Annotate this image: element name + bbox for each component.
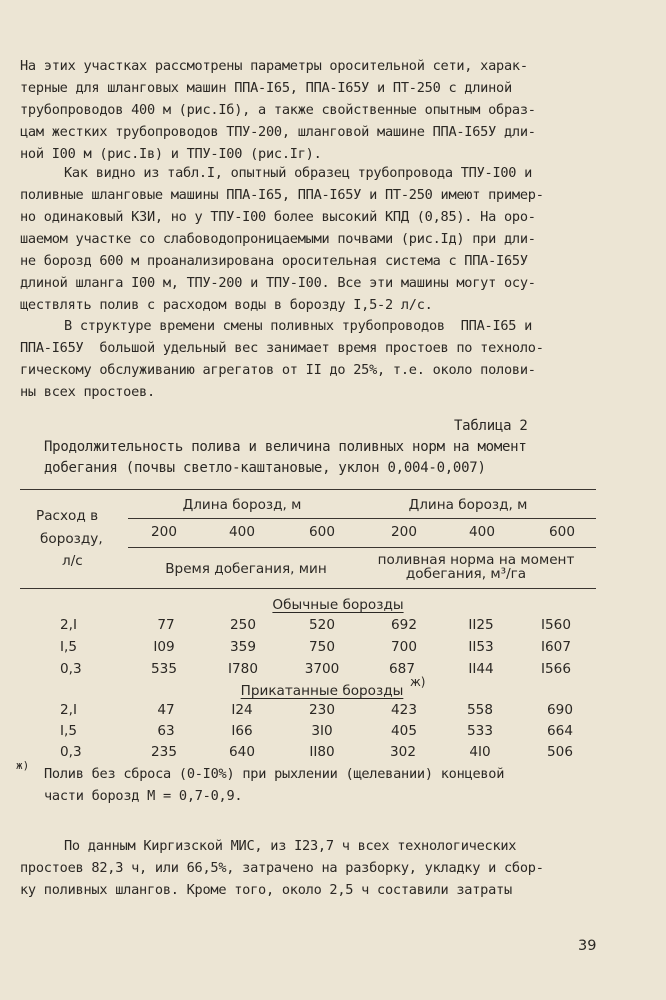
text-line: трубопроводов 400 м (рис.Iб), а также свойственные опытным образ- bbox=[20, 102, 536, 118]
group-header-right: Длина борозд, м bbox=[408, 497, 528, 513]
paragraph-1 bbox=[20, 55, 606, 165]
paragraph-2 bbox=[20, 162, 606, 316]
row-flow: 2,I bbox=[60, 702, 77, 718]
text-line: но одинаковый КЗИ, но у ТПУ-I00 более высокий КПД (0,85). На оро- bbox=[20, 209, 536, 225]
header-bottom-rule bbox=[20, 588, 596, 589]
table-cell: 77 bbox=[157, 617, 175, 633]
section-title: Обычные борозды bbox=[272, 597, 404, 613]
paragraph-4 bbox=[20, 835, 606, 901]
table-cell: 700 bbox=[391, 639, 417, 655]
table-cell: 640 bbox=[229, 744, 255, 760]
table-cell: 535 bbox=[151, 661, 177, 677]
text-line: шаемом участке со слабоводопроницаемыми почвами (рис.Iд) при дли- bbox=[20, 231, 536, 247]
text-line: ны всех простоев. bbox=[20, 384, 155, 400]
table-cell: 3700 bbox=[304, 661, 340, 677]
table-cell: I566 bbox=[541, 661, 571, 677]
table-cell: 359 bbox=[230, 639, 256, 655]
row-flow: 0,3 bbox=[60, 744, 82, 760]
text-line: По данным Киргизской МИС, из I23,7 ч всех технологических bbox=[64, 838, 517, 854]
table-cell: 750 bbox=[309, 639, 335, 655]
text-line: поливные шланговые машины ППА-I65, ППА-I65У и ПТ-250 имеют пример- bbox=[20, 187, 544, 203]
table-cell: 558 bbox=[467, 702, 493, 718]
footnote-text: части борозд М = 0,7-0,9. bbox=[44, 788, 243, 804]
text-line: цам жестких трубопроводов ТПУ-200, шланговой машине ППА-I65У дли- bbox=[20, 124, 536, 140]
row-flow: I,5 bbox=[60, 723, 77, 739]
paragraph-3 bbox=[20, 315, 606, 403]
stub-header: борозду, bbox=[40, 531, 103, 547]
subheader-norm: поливная норма на момент bbox=[377, 552, 575, 568]
table-cell: 506 bbox=[547, 744, 573, 760]
table-cell: 405 bbox=[391, 723, 417, 739]
row-flow: 2,I bbox=[60, 617, 77, 633]
table-cell: 664 bbox=[547, 723, 573, 739]
table-cell: 63 bbox=[157, 723, 175, 739]
group-header-left: Длина борозд, м bbox=[182, 497, 302, 513]
text-line: На этих участках рассмотрены параметры оросительной сети, харак- bbox=[20, 58, 528, 74]
table-cell: I09 bbox=[153, 639, 175, 655]
row-flow: I,5 bbox=[60, 639, 77, 655]
table-cell: I560 bbox=[541, 617, 571, 633]
text-line: не борозд 600 м проанализирована оросительная система с ППА-I65У bbox=[20, 253, 528, 269]
header-rule bbox=[128, 518, 596, 519]
length-header: 400 bbox=[229, 524, 255, 540]
table-label: Таблица 2 bbox=[454, 418, 528, 434]
subheader-norm: добегания, м³/га bbox=[405, 566, 527, 582]
table-cell: II80 bbox=[309, 744, 335, 760]
table-cell: 690 bbox=[547, 702, 573, 718]
table-cell: II53 bbox=[468, 639, 494, 655]
text-line: Как видно из табл.I, опытный образец трубопровода ТПУ-I00 и bbox=[64, 165, 533, 181]
length-header: 200 bbox=[391, 524, 417, 540]
table-cell: 533 bbox=[467, 723, 493, 739]
table-cell: 302 bbox=[390, 744, 416, 760]
footnote-text: Полив без сброса (0-I0%) при рыхлении (щелевании) концевой bbox=[44, 766, 505, 782]
table-cell: I780 bbox=[228, 661, 258, 677]
table-cell: I66 bbox=[231, 723, 253, 739]
row-flow: 0,3 bbox=[60, 661, 82, 677]
text-line: ППА-I65У большой удельный вес занимает время простоев по техноло- bbox=[20, 340, 544, 356]
table-cell: I24 bbox=[231, 702, 253, 718]
text-line: ку поливных шлангов. Кроме того, около 2,5 ч составили затраты bbox=[20, 882, 512, 898]
footnote-mark: ж) bbox=[16, 759, 30, 772]
page-number: 39 bbox=[578, 938, 597, 954]
length-header: 200 bbox=[151, 524, 177, 540]
table-cell: 423 bbox=[391, 702, 417, 718]
subheader-time: Время добегания, мин bbox=[165, 561, 327, 577]
text-line: В структуре времени смены поливных трубопроводов ППА-I65 и bbox=[64, 318, 533, 334]
table-cell: 687 bbox=[389, 661, 415, 677]
table-cell: 47 bbox=[157, 702, 175, 718]
footnote-mark: ж) bbox=[410, 675, 426, 689]
table-cell: 520 bbox=[309, 617, 335, 633]
table-cell: II25 bbox=[468, 617, 494, 633]
stub-header: Расход в bbox=[36, 508, 99, 524]
stub-header: л/с bbox=[62, 553, 83, 569]
text-line: гическому обслуживанию агрегатов от II до 25%, т.е. около полови- bbox=[20, 362, 536, 378]
length-header: 600 bbox=[309, 524, 335, 540]
text-line: простоев 82,3 ч, или 66,5%, затрачено на разборку, укладку и сбор- bbox=[20, 860, 544, 876]
table-cell: I607 bbox=[541, 639, 571, 655]
table-cell: 230 bbox=[309, 702, 335, 718]
table-cell: 250 bbox=[230, 617, 256, 633]
length-header: 400 bbox=[469, 524, 495, 540]
text-line: терные для шланговых машин ППА-I65, ППА-I65У и ПТ-250 с длиной bbox=[20, 80, 512, 96]
section-title: Прикатанные борозды bbox=[240, 683, 404, 699]
table-cell: 692 bbox=[391, 617, 417, 633]
table-cell: II44 bbox=[468, 661, 494, 677]
table-top-rule bbox=[20, 489, 596, 490]
text-line: ществлять полив с расходом воды в борозду I,5-2 л/с. bbox=[20, 297, 433, 313]
text-line: длиной шланга I00 м, ТПУ-200 и ТПУ-I00. Все эти машины могут осу- bbox=[20, 275, 536, 291]
table-cell: 4I0 bbox=[469, 744, 491, 760]
table-cell: 235 bbox=[151, 744, 177, 760]
header-rule bbox=[128, 547, 596, 548]
table-cell: 3I0 bbox=[311, 723, 333, 739]
table-caption: Продолжительность полива и величина поливных норм на момент bbox=[44, 439, 527, 455]
table-caption: добегания (почвы светло-каштановые, уклон 0,004-0,007) bbox=[44, 460, 486, 476]
text-line: ной I00 м (рис.Iв) и ТПУ-I00 (рис.Iг). bbox=[20, 146, 322, 162]
length-header: 600 bbox=[549, 524, 575, 540]
